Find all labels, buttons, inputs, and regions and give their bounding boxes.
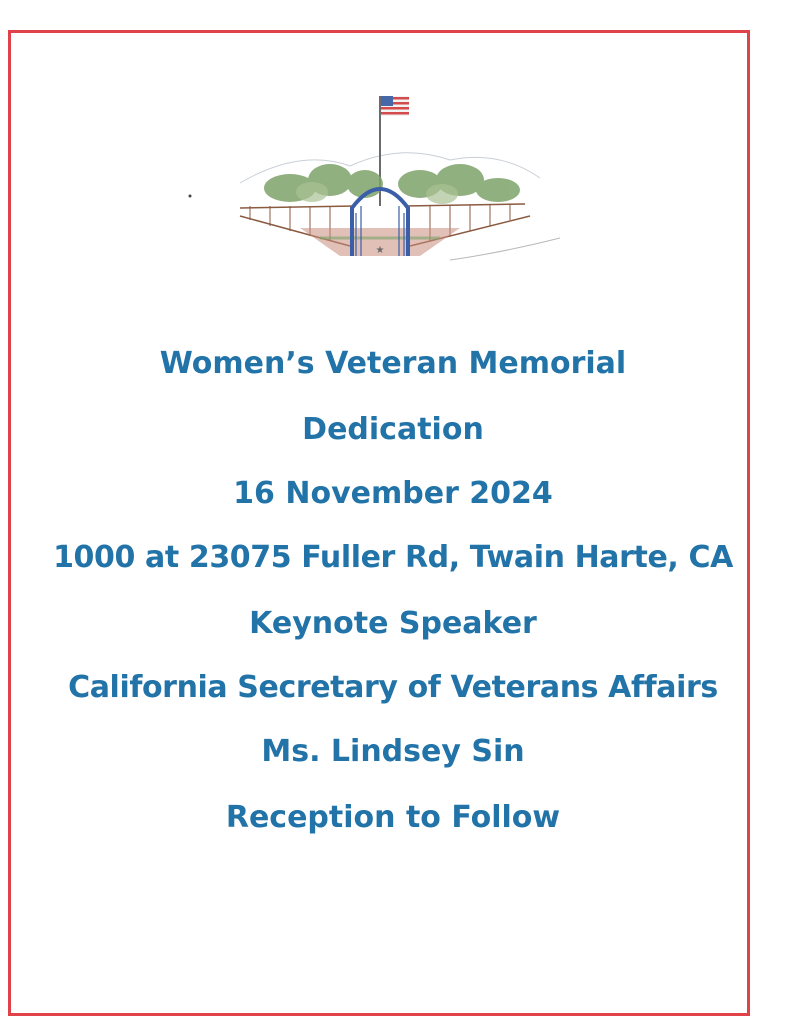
svg-text:★: ★ — [375, 245, 385, 256]
event-time-location: 1000 at 23075 Fuller Rd, Twain Harte, CA — [53, 540, 733, 575]
memorial-garden-illustration — [180, 88, 580, 278]
speaker-name: Ms. Lindsey Sin — [261, 734, 525, 769]
event-title-line1: Women’s Veteran Memorial — [159, 346, 627, 381]
flag-icon — [381, 96, 409, 116]
reception-note: Reception to Follow — [225, 800, 561, 835]
event-title-line2: Dedication — [302, 412, 484, 447]
speaker-title: California Secretary of Veterans Affairs — [68, 670, 718, 705]
speaker-heading: Keynote Speaker — [249, 606, 537, 641]
event-date: 16 November 2024 — [233, 476, 553, 511]
